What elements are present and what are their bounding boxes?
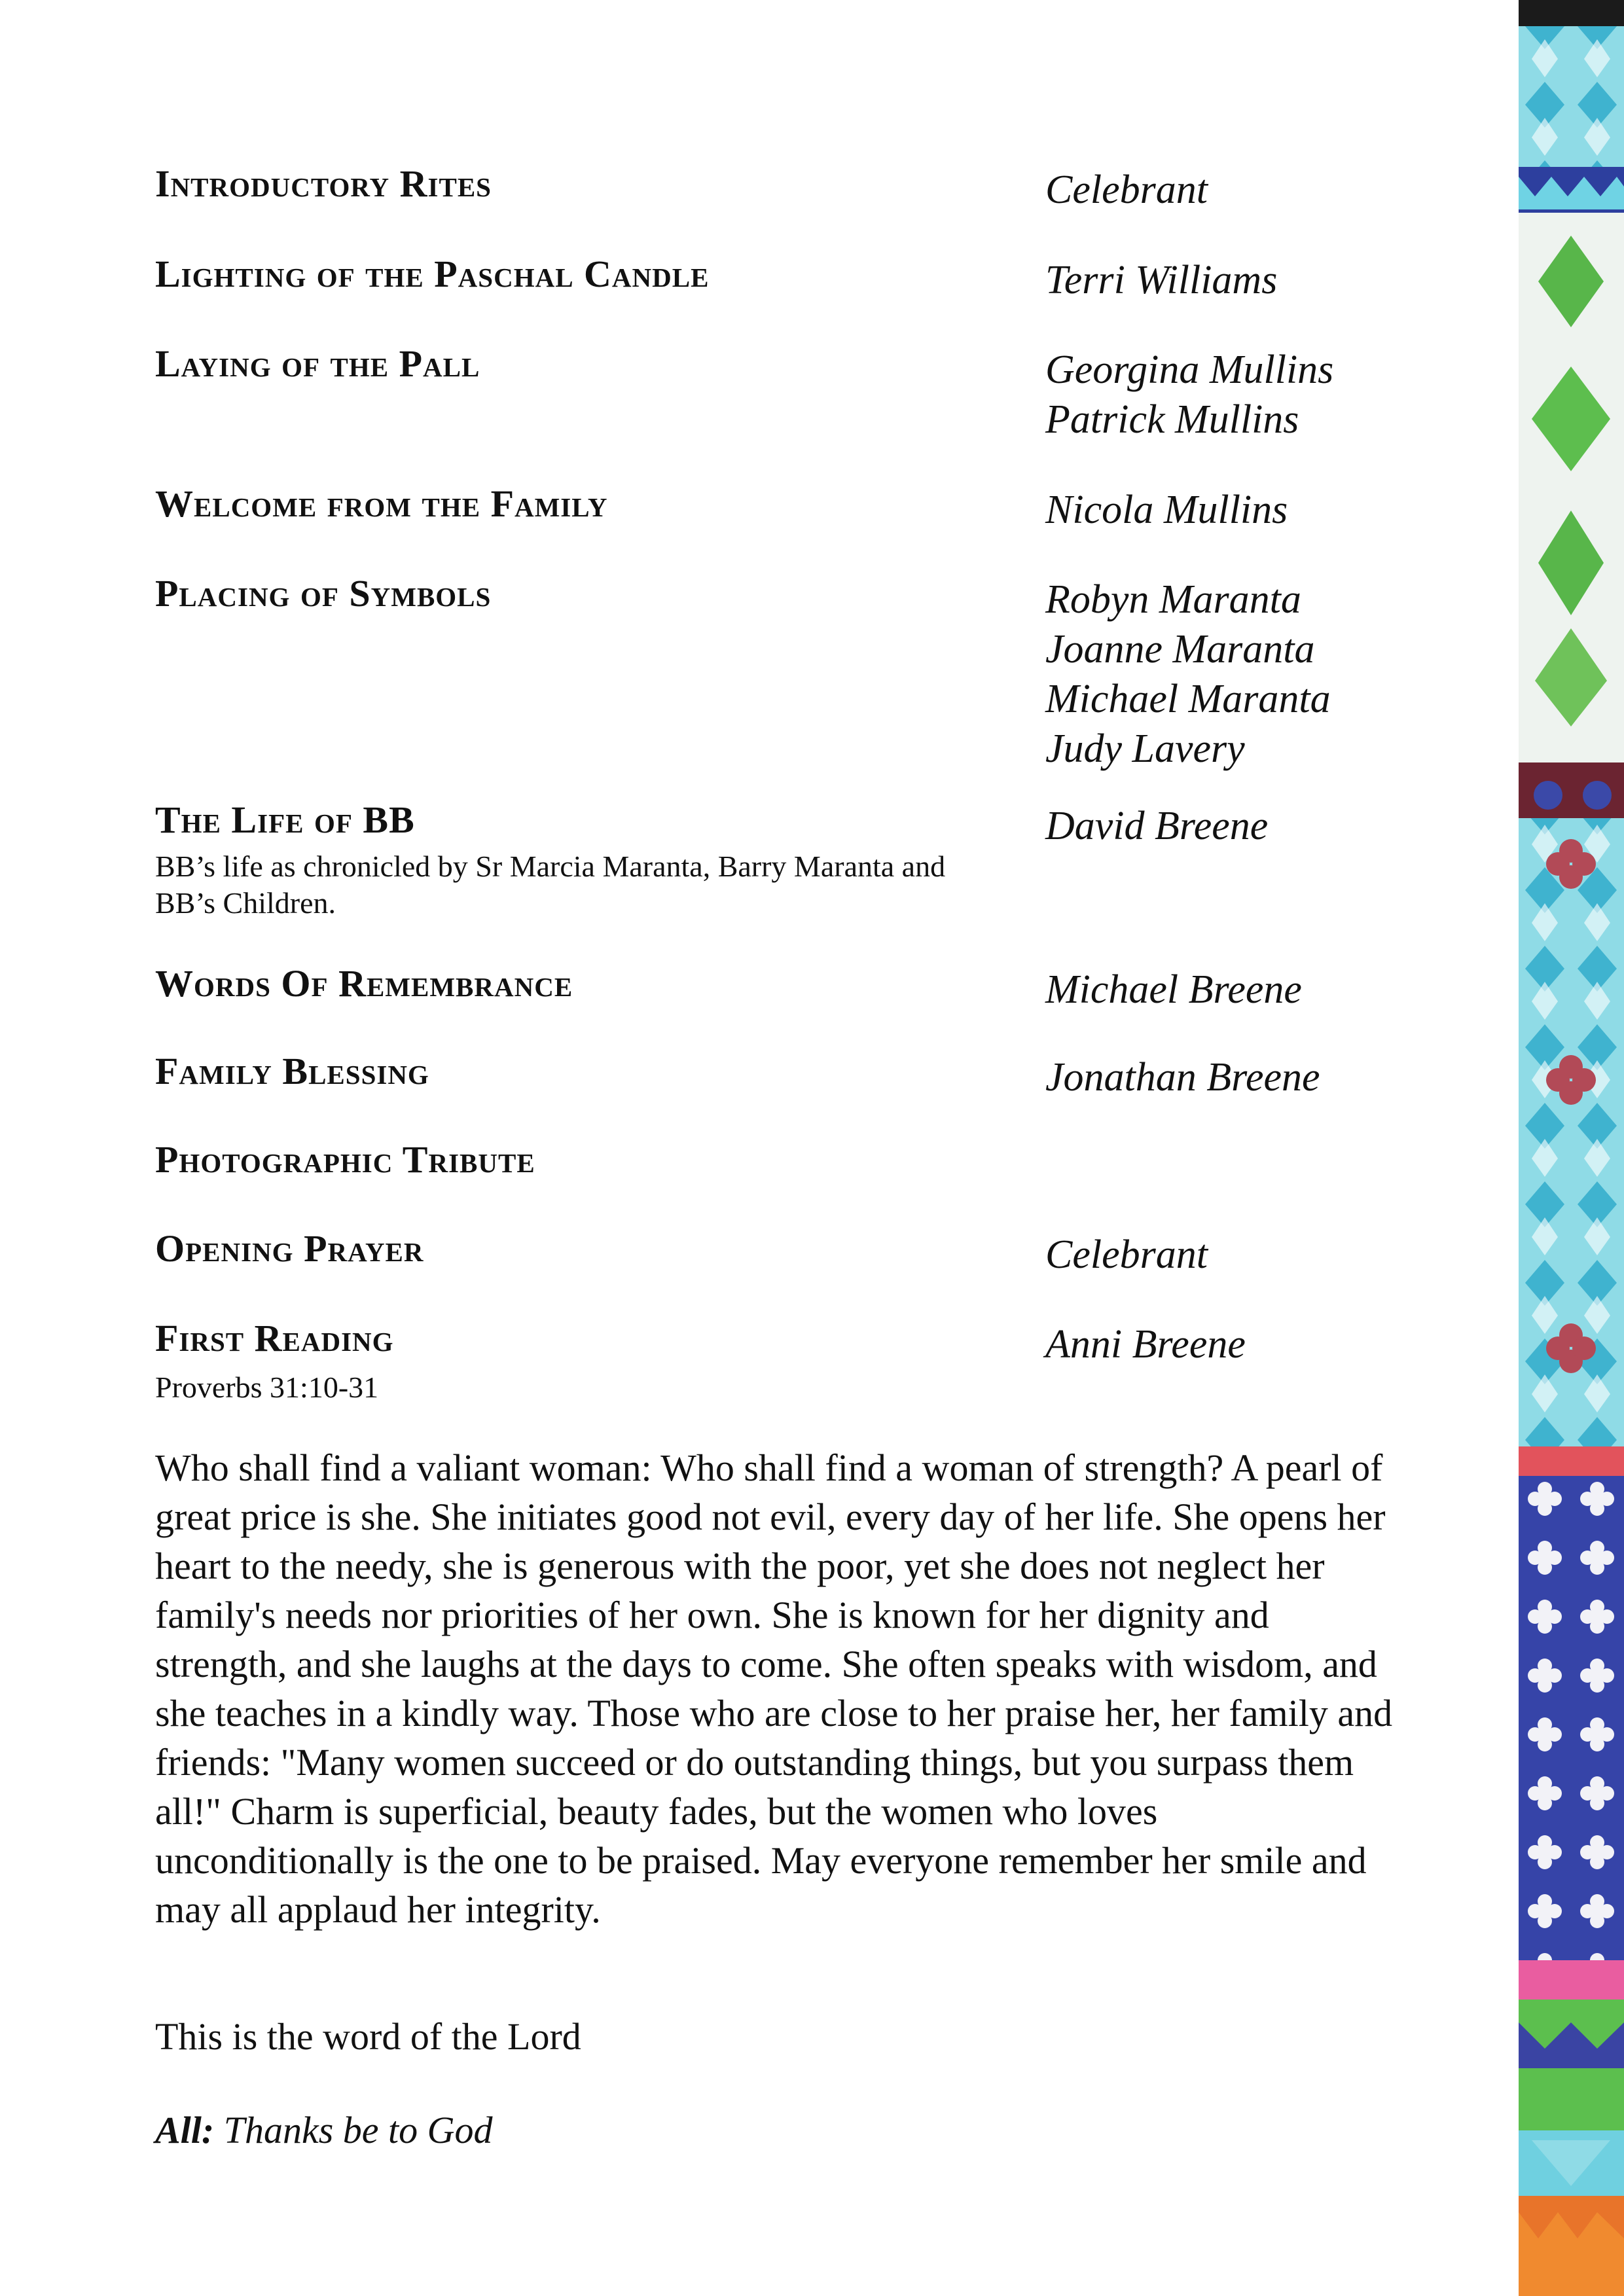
item-names <box>1045 485 1288 535</box>
item-heading: Welcome from the Family <box>155 482 608 525</box>
item-heading: Introductory Rites <box>155 162 492 205</box>
item-heading: Opening Prayer <box>155 1227 424 1270</box>
item-heading: The Life of BB <box>155 798 415 841</box>
reading-closing: This is the word of the Lord <box>155 2015 581 2058</box>
item-names <box>1045 1052 1320 1102</box>
participant-name: Robyn Maranta <box>1045 577 1301 622</box>
item-family-blessing <box>155 1050 1464 1100</box>
participant-name: David Breene <box>1045 804 1269 848</box>
participant-name: Michael Breene <box>1045 967 1302 1012</box>
participant-name: Celebrant <box>1045 1232 1208 1277</box>
item-welcome <box>155 482 1464 532</box>
item-names <box>1045 345 1333 444</box>
item-names <box>1045 1319 1246 1369</box>
item-subtitle: Proverbs 31:10-31 <box>155 1371 379 1404</box>
item-names <box>1045 575 1331 774</box>
reading-text: Who shall find a valiant woman: Who shall find a woman of strength? A pearl of great price is she. She initiates good not evil, every day of her life. She opens her heart to the needy, she is generous with the poor, yet she does not neglect her family's needs nor priorities of her own. She is known for her dignity and strength, and she laughs at the days to come. She often speaks with wisdom, and she teaches in a kindly way. Those who are close to her praise her, her family and friends: "Many women succeed or do outstanding things, but you surpass them all!" Charm is superficial, beauty fades, but the women who loves unconditionally is the one to be praised. May everyone remember her smile and may all applaud her integrity. <box>155 1446 1393 1931</box>
item-life-of-bb <box>155 798 1464 922</box>
participant-name: Patrick Mullins <box>1045 397 1299 442</box>
item-introductory-rites <box>155 162 1464 212</box>
item-heading: Photographic Tribute <box>155 1138 535 1181</box>
participant-name: Georgina Mullins <box>1045 348 1334 392</box>
item-heading: Laying of the Pall <box>155 342 480 385</box>
fabric-pattern-image <box>1519 0 1624 2296</box>
reading-response <box>155 2108 493 2153</box>
participant-name: Michael Maranta <box>1045 677 1331 721</box>
item-names <box>1045 801 1268 851</box>
participant-name: Judy Lavery <box>1045 726 1245 771</box>
item-placing-of-symbols <box>155 572 1464 771</box>
item-words-of-remembrance <box>155 962 1464 1012</box>
item-laying-of-pall <box>155 342 1464 442</box>
participant-name: Anni Breene <box>1045 1322 1246 1367</box>
decorative-fabric-border <box>1519 0 1624 2296</box>
item-names <box>1045 165 1208 215</box>
item-heading: First Reading <box>155 1317 394 1359</box>
item-paschal-candle <box>155 253 1464 302</box>
participant-name: Terri Williams <box>1045 258 1278 302</box>
participant-name: Nicola Mullins <box>1045 488 1288 532</box>
item-names <box>1045 965 1302 1014</box>
item-photographic-tribute <box>155 1138 1464 1181</box>
item-heading: Family Blessing <box>155 1050 429 1092</box>
item-subtitle: BB’s life as chronicled by Sr Marcia Maranta, Barry Maranta and BB’s Children. <box>155 850 946 920</box>
response-text: Thanks be to God <box>223 2109 493 2151</box>
participant-name: Jonathan Breene <box>1045 1055 1320 1100</box>
item-heading: Lighting of the Paschal Candle <box>155 253 710 295</box>
item-heading: Placing of Symbols <box>155 572 492 615</box>
participant-name: Joanne Maranta <box>1045 627 1315 672</box>
item-names <box>1045 1230 1208 1280</box>
item-heading: Words Of Remembrance <box>155 962 573 1005</box>
item-first-reading <box>155 1319 1464 1406</box>
item-names <box>1045 255 1277 305</box>
participant-name: Celebrant <box>1045 168 1208 212</box>
item-opening-prayer <box>155 1227 1464 1277</box>
response-label: All: <box>155 2109 215 2151</box>
